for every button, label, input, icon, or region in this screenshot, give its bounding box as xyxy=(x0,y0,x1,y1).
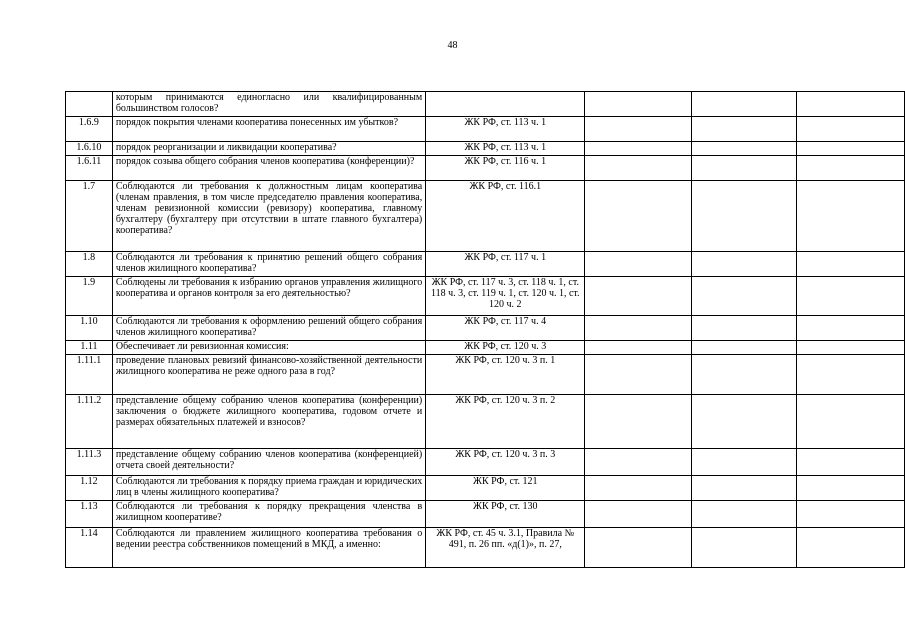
legal-reference: ЖК РФ, ст. 121 xyxy=(426,476,585,501)
answer-cell-no xyxy=(691,277,796,316)
answer-cell-notes xyxy=(796,355,904,395)
table-row xyxy=(66,277,905,316)
answer-cell-yes xyxy=(585,395,691,449)
legal-reference: ЖК РФ, ст. 117 ч. 1 xyxy=(426,252,585,277)
table-row xyxy=(66,341,905,355)
table-row xyxy=(66,117,905,142)
item-number: 1.6.10 xyxy=(66,142,113,156)
answer-cell-notes xyxy=(796,341,904,355)
answer-cell-yes xyxy=(585,449,691,476)
table-row xyxy=(66,316,905,341)
legal-reference: ЖК РФ, ст. 120 ч. 3 xyxy=(426,341,585,355)
question-text: Соблюдаются ли требования к порядку приема граждан и юридических лиц в члены жилищного кооператива? xyxy=(112,476,425,501)
question-text: порядок созыва общего собрания членов кооператива (конференции)? xyxy=(112,156,425,181)
question-text: представление общему собранию членов кооператива (конференции) заключения о бюджете жилищного кооператива, годовом отчете и размерах обязательных платежей и взносов? xyxy=(112,395,425,449)
question-text: Соблюдаются ли требования к порядку прекращения членства в жилищном кооперативе? xyxy=(112,501,425,528)
answer-cell-no xyxy=(691,92,796,117)
answer-cell-no xyxy=(691,252,796,277)
answer-cell-yes xyxy=(585,181,691,252)
answer-cell-no xyxy=(691,316,796,341)
item-number: 1.8 xyxy=(66,252,113,277)
answer-cell-notes xyxy=(796,316,904,341)
legal-reference: ЖК РФ, ст. 117 ч. 3, ст. 118 ч. 1, ст. 118 ч. 3, ст. 119 ч. 1, ст. 120 ч. 1, ст. 120 ч. 2 xyxy=(426,277,585,316)
answer-cell-no xyxy=(691,449,796,476)
item-number: 1.11.1 xyxy=(66,355,113,395)
question-text: Соблюдаются ли требования к принятию решений общего собрания членов жилищного кооператива? xyxy=(112,252,425,277)
table-row xyxy=(66,395,905,449)
answer-cell-no xyxy=(691,117,796,142)
answer-cell-yes xyxy=(585,252,691,277)
item-number: 1.9 xyxy=(66,277,113,316)
answer-cell-notes xyxy=(796,181,904,252)
legal-reference: ЖК РФ, ст. 120 ч. 3 п. 3 xyxy=(426,449,585,476)
answer-cell-no xyxy=(691,156,796,181)
answer-cell-notes xyxy=(796,252,904,277)
answer-cell-no xyxy=(691,181,796,252)
answer-cell-notes xyxy=(796,92,904,117)
answer-cell-notes xyxy=(796,528,904,568)
legal-reference: ЖК РФ, ст. 116.1 xyxy=(426,181,585,252)
answer-cell-notes xyxy=(796,395,904,449)
table-row xyxy=(66,252,905,277)
answer-cell-no xyxy=(691,355,796,395)
question-text: проведение плановых ревизий финансово-хозяйственной деятельности жилищного кооператива не реже одного раза в год? xyxy=(112,355,425,395)
table-row xyxy=(66,501,905,528)
answer-cell-yes xyxy=(585,156,691,181)
table-row xyxy=(66,142,905,156)
legal-reference: ЖК РФ, ст. 116 ч. 1 xyxy=(426,156,585,181)
question-text: которым принимаются единогласно или квалифицированным большинством голосов? xyxy=(112,92,425,117)
answer-cell-no xyxy=(691,341,796,355)
item-number: 1.14 xyxy=(66,528,113,568)
answer-cell-notes xyxy=(796,156,904,181)
answer-cell-yes xyxy=(585,142,691,156)
item-number: 1.6.11 xyxy=(66,156,113,181)
item-number: 1.7 xyxy=(66,181,113,252)
answer-cell-yes xyxy=(585,528,691,568)
item-number xyxy=(66,92,113,117)
answer-cell-notes xyxy=(796,476,904,501)
answer-cell-no xyxy=(691,142,796,156)
legal-reference: ЖК РФ, ст. 130 xyxy=(426,501,585,528)
legal-reference xyxy=(426,92,585,117)
table-row xyxy=(66,181,905,252)
answer-cell-no xyxy=(691,501,796,528)
legal-reference: ЖК РФ, ст. 120 ч. 3 п. 1 xyxy=(426,355,585,395)
answer-cell-yes xyxy=(585,341,691,355)
question-text: порядок покрытия членами кооператива понесенных им убытков? xyxy=(112,117,425,142)
item-number: 1.13 xyxy=(66,501,113,528)
item-number: 1.10 xyxy=(66,316,113,341)
answer-cell-notes xyxy=(796,501,904,528)
legal-reference: ЖК РФ, ст. 117 ч. 4 xyxy=(426,316,585,341)
table-row xyxy=(66,156,905,181)
answer-cell-yes xyxy=(585,316,691,341)
answer-cell-no xyxy=(691,528,796,568)
item-number: 1.11.3 xyxy=(66,449,113,476)
checklist-table xyxy=(65,91,905,568)
question-text: представление общему собранию членов кооператива (конференцией) отчета своей деятельности? xyxy=(112,449,425,476)
answer-cell-yes xyxy=(585,355,691,395)
item-number: 1.12 xyxy=(66,476,113,501)
item-number: 1.11.2 xyxy=(66,395,113,449)
answer-cell-no xyxy=(691,395,796,449)
question-text: Соблюдаются ли правлением жилищного кооператива требования о ведении реестра собственников помещений в МКД, а именно: xyxy=(112,528,425,568)
answer-cell-yes xyxy=(585,92,691,117)
answer-cell-yes xyxy=(585,476,691,501)
legal-reference: ЖК РФ, ст. 45 ч. 3.1, Правила № 491, п. 26 пп. «д(1)», п. 27, xyxy=(426,528,585,568)
question-text: Обеспечивает ли ревизионная комиссия: xyxy=(112,341,425,355)
answer-cell-no xyxy=(691,476,796,501)
table-row xyxy=(66,528,905,568)
legal-reference: ЖК РФ, ст. 113 ч. 1 xyxy=(426,117,585,142)
answer-cell-notes xyxy=(796,117,904,142)
table-row xyxy=(66,92,905,117)
question-text: Соблюдаются ли требования к должностным лицам кооператива (членам правления, в том числе председателю правления кооператива, членам ревизионной комиссии (ревизору) кооператива, главному бухгалтеру (бухгалтеру при отсутствии в штате главного бухгалтера) кооператива? xyxy=(112,181,425,252)
question-text: порядок реорганизации и ликвидации кооператива? xyxy=(112,142,425,156)
legal-reference: ЖК РФ, ст. 113 ч. 1 xyxy=(426,142,585,156)
answer-cell-yes xyxy=(585,117,691,142)
answer-cell-notes xyxy=(796,449,904,476)
answer-cell-notes xyxy=(796,142,904,156)
item-number: 1.6.9 xyxy=(66,117,113,142)
legal-reference: ЖК РФ, ст. 120 ч. 3 п. 2 xyxy=(426,395,585,449)
question-text: Соблюдаются ли требования к оформлению решений общего собрания членов жилищного кооператива? xyxy=(112,316,425,341)
page-number: 48 xyxy=(447,40,458,51)
item-number: 1.11 xyxy=(66,341,113,355)
question-text: Соблюдены ли требования к избранию органов управления жилищного кооператива и органов контроля за его деятельностью? xyxy=(112,277,425,316)
answer-cell-yes xyxy=(585,501,691,528)
answer-cell-notes xyxy=(796,277,904,316)
table-row xyxy=(66,476,905,501)
table-row xyxy=(66,449,905,476)
answer-cell-yes xyxy=(585,277,691,316)
table-row xyxy=(66,355,905,395)
